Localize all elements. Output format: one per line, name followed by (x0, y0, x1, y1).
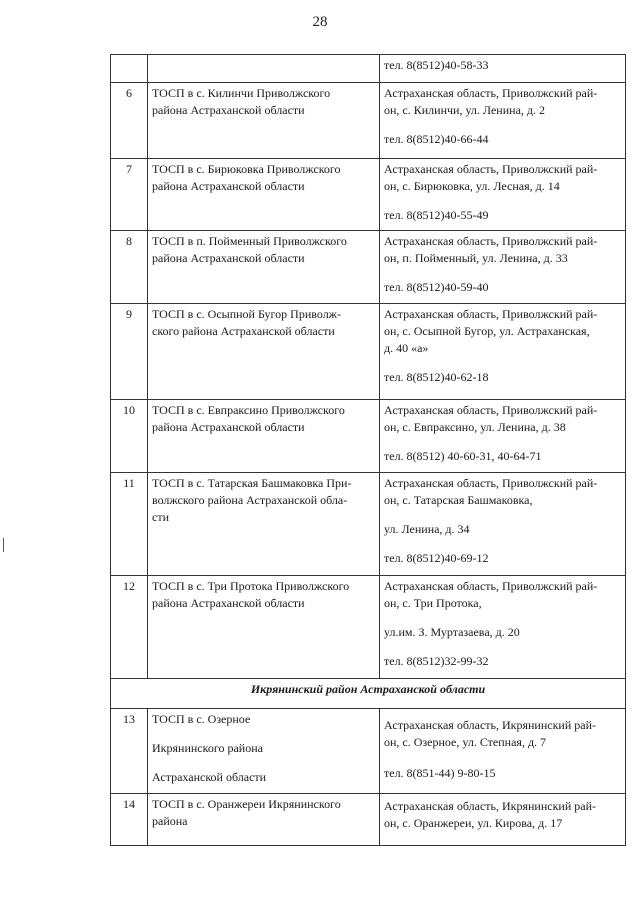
row-number: 11 (111, 473, 148, 576)
organization-name: ТОСП в с. Килинчи Приволжского района Астраханской области (148, 83, 380, 159)
row-number: 8 (111, 231, 148, 304)
phone: тел. 8(8512)40-69-12 (384, 551, 489, 565)
row-number: 10 (111, 400, 148, 473)
row-number: 7 (111, 159, 148, 231)
street: ул.им. З. Муртазаева, д. 20 (384, 625, 520, 639)
address-cell: Астраханская область, Приволжский рай- он, с. Татарская Башмаковка, ул. Ленина, д. 34 тел. 8(8512)40-69-12 (380, 473, 626, 576)
table-row (111, 304, 626, 400)
table-row (111, 231, 626, 304)
table-row (111, 473, 626, 576)
organization-name: ТОСП в с. Евпраксино Приволжского района Астраханской области (148, 400, 380, 473)
table-row (111, 576, 626, 679)
organization-name: ТОСП в с. Татарская Башмаковка При- волжского района Астраханской обла- сти (148, 473, 380, 576)
row-number: 9 (111, 304, 148, 400)
address-cell: Астраханская область, Приволжский рай- он, с. Осыпной Бугор, ул. Астраханская, д. 40 «а» тел. 8(8512)40-62-18 (380, 304, 626, 400)
phone: тел. 8(8512)40-55-49 (384, 208, 489, 222)
organization-name: ТОСП в с. Три Протока Приволжского района Астраханской области (148, 576, 380, 679)
phone: тел. 8(8512)40-58-33 (384, 58, 489, 72)
section-title: Икрянинский район Астраханской области (111, 679, 626, 709)
registry-table (110, 54, 626, 846)
row-number: 12 (111, 576, 148, 679)
organization-name: ТОСП в с. Бирюковка Приволжского района Астраханской области (148, 159, 380, 231)
table-row (111, 709, 626, 794)
organization-name: ТОСП в с. Осыпной Бугор Приволж- ского района Астраханской области (148, 304, 380, 400)
table-row (111, 55, 626, 83)
address-cell: Астраханская область, Приволжский рай- он, с. Евпраксино, ул. Ленина, д. 38 тел. 8(8512) 40-60-31, 40-64-71 (380, 400, 626, 473)
organization-name: ТОСП в с. Оранжереи Икрянинского района (148, 794, 380, 846)
phone: тел. 8(8512)32-99-32 (384, 654, 489, 668)
row-number: 14 (111, 794, 148, 846)
phone: тел. 8(8512) 40-60-31, 40-64-71 (384, 449, 542, 463)
phone: тел. 8(851-44) 9-80-15 (384, 766, 496, 780)
address-cell: Астраханская область, Икрянинский рай- он, с. Озерное, ул. Степная, д. 7 тел. 8(851-44) 9-80-15 (380, 709, 626, 794)
address-cell: Астраханская область, Приволжский рай- он, с. Бирюковка, ул. Лесная, д. 14 тел. 8(8512)40-55-49 (380, 159, 626, 231)
row-number: 6 (111, 83, 148, 159)
section-row (111, 679, 626, 709)
row-number: 13 (111, 709, 148, 794)
organization-name: ТОСП в с. Озерное Икрянинского района Астраханской области (148, 709, 380, 794)
phone: тел. 8(8512)40-59-40 (384, 280, 489, 294)
address-cell: Астраханская область, Икрянинский рай- он, с. Оранжереи, ул. Кирова, д. 17 (380, 794, 626, 846)
organization-name: ТОСП в п. Пойменный Приволжского района Астраханской области (148, 231, 380, 304)
organization-name (148, 55, 380, 83)
page-number: 28 (312, 14, 328, 30)
row-number (111, 55, 148, 83)
street: ул. Ленина, д. 34 (384, 522, 470, 536)
table-row (111, 794, 626, 846)
address-cell (380, 55, 626, 83)
address-cell: Астраханская область, Приволжский рай- он, с. Три Протока, ул.им. З. Муртазаева, д. 20 тел. 8(8512)32-99-32 (380, 576, 626, 679)
address-cell: Астраханская область, Приволжский рай- он, с. Килинчи, ул. Ленина, д. 2 тел. 8(8512)40-66-44 (380, 83, 626, 159)
phone: тел. 8(8512)40-66-44 (384, 132, 489, 146)
table-row (111, 400, 626, 473)
table-row (111, 159, 626, 231)
table-row (111, 83, 626, 159)
phone: тел. 8(8512)40-62-18 (384, 370, 489, 384)
address-cell: Астраханская область, Приволжский рай- он, п. Пойменный, ул. Ленина, д. 33 тел. 8(8512)40-59-40 (380, 231, 626, 304)
scan-mark (3, 538, 4, 552)
